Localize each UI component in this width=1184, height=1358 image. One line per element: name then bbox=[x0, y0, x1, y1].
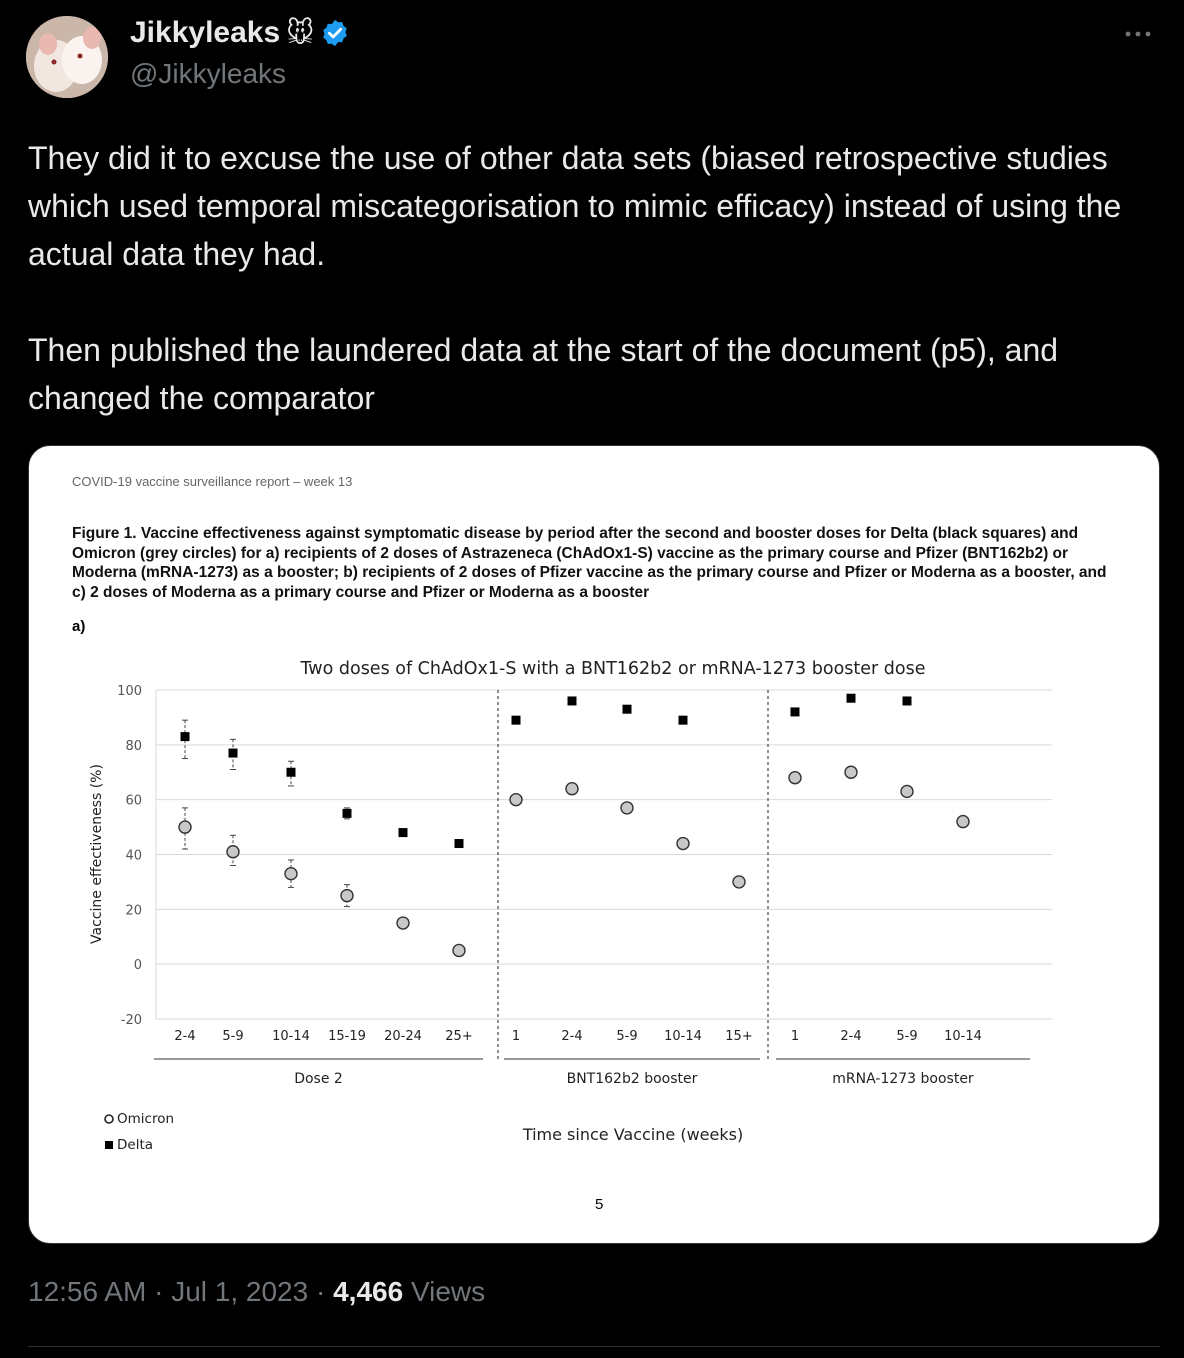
verified-badge-icon bbox=[320, 18, 350, 48]
x-tick-label: 10-14 bbox=[272, 1029, 310, 1044]
delta-point bbox=[847, 694, 856, 703]
delta-point bbox=[679, 716, 688, 725]
tweet-paragraph-1: They did it to excuse the use of other data sets (biased retrospective studies which used temporal miscategorisation to mimic efficacy) instead of using the actual data they had. bbox=[28, 140, 1122, 272]
omicron-point bbox=[733, 876, 745, 888]
delta-point bbox=[791, 707, 800, 716]
tweet-text bbox=[28, 134, 1148, 422]
legend-delta-marker bbox=[105, 1141, 113, 1149]
omicron-point bbox=[227, 846, 239, 858]
legend-label: Delta bbox=[117, 1137, 154, 1153]
page-number: 5 bbox=[595, 1196, 604, 1213]
attached-image[interactable] bbox=[28, 445, 1160, 1244]
divider bbox=[28, 1346, 1160, 1347]
delta-point bbox=[181, 732, 190, 741]
delta-point bbox=[229, 749, 238, 758]
group-label: BNT162b2 booster bbox=[566, 1071, 698, 1087]
group-label: mRNA-1273 booster bbox=[832, 1071, 974, 1087]
x-tick-label: 15-19 bbox=[328, 1029, 366, 1044]
omicron-point bbox=[397, 917, 409, 929]
x-tick-label: 5-9 bbox=[896, 1029, 918, 1044]
avatar[interactable] bbox=[26, 16, 108, 98]
omicron-point bbox=[621, 802, 633, 814]
delta-point bbox=[287, 768, 296, 777]
omicron-point bbox=[179, 821, 191, 833]
omicron-point bbox=[677, 838, 689, 850]
x-tick-label: 1 bbox=[511, 1029, 521, 1044]
report-header: COVID-19 vaccine surveillance report – week 13 bbox=[72, 474, 353, 489]
x-tick-label: 1 bbox=[790, 1029, 800, 1044]
omicron-point bbox=[901, 785, 913, 797]
omicron-point bbox=[957, 816, 969, 828]
x-tick-label: 5-9 bbox=[222, 1029, 244, 1044]
x-tick-label: 10-14 bbox=[664, 1029, 702, 1044]
delta-point bbox=[455, 839, 464, 848]
y-tick-label: 80 bbox=[125, 738, 142, 754]
x-tick-label: 2-4 bbox=[840, 1029, 862, 1044]
x-tick-label: 20-24 bbox=[384, 1029, 422, 1044]
chart-title: Two doses of ChAdOx1-S with a BNT162b2 or mRNA-1273 booster dose bbox=[300, 659, 926, 679]
x-tick-label: 5-9 bbox=[616, 1029, 638, 1044]
delta-point bbox=[568, 696, 577, 705]
legend-omicron-marker bbox=[105, 1115, 113, 1123]
views-label: Views bbox=[403, 1276, 486, 1307]
tweet-date[interactable]: Jul 1, 2023 bbox=[171, 1276, 309, 1307]
delta-point bbox=[343, 809, 352, 818]
omicron-point bbox=[341, 890, 353, 902]
display-name[interactable] bbox=[130, 16, 350, 50]
separator: · bbox=[146, 1276, 172, 1307]
omicron-point bbox=[845, 766, 857, 778]
delta-point bbox=[399, 828, 408, 837]
tweet-metadata bbox=[28, 1276, 485, 1308]
display-name-text[interactable]: Jikkyleaks bbox=[130, 16, 281, 49]
y-tick-label: 60 bbox=[125, 793, 142, 809]
delta-point bbox=[903, 696, 912, 705]
omicron-point bbox=[510, 794, 522, 806]
omicron-point bbox=[285, 868, 297, 880]
x-axis-label: Time since Vaccine (weeks) bbox=[522, 1125, 744, 1144]
x-tick-label: 15+ bbox=[725, 1029, 753, 1044]
y-tick-label: -20 bbox=[120, 1013, 142, 1028]
y-axis-label: Vaccine effectiveness (%) bbox=[89, 764, 105, 944]
delta-point bbox=[623, 705, 632, 714]
legend-label: Omicron bbox=[117, 1111, 175, 1127]
omicron-point bbox=[566, 783, 578, 795]
delta-point bbox=[512, 716, 521, 725]
figure-caption: Figure 1. Vaccine effectiveness against symptomatic disease by period after the second and booster doses for Delta (black squares) and Omicron (grey circles) for a) recipients of 2 doses of Astrazeneca (ChAdOx1-S) vaccine as the primary course and Pfizer (BNT162b2) or Moderna (mRNA-1273) as a booster; b) recipients of 2 doses of Pfizer vaccine as the primary course and Pfizer or Moderna as a booster, and c) 2 doses of Moderna as a primary course and Pfizer or Moderna as a booster bbox=[72, 525, 1107, 601]
x-tick-label: 2-4 bbox=[561, 1029, 583, 1044]
x-tick-label: 10-14 bbox=[944, 1029, 982, 1044]
group-label: Dose 2 bbox=[294, 1071, 343, 1087]
views-count: 4,466 bbox=[333, 1276, 404, 1307]
more-options-icon[interactable] bbox=[1122, 22, 1154, 46]
user-handle[interactable]: @Jikkyleaks bbox=[130, 58, 287, 89]
mouse-emoji: 🐭 bbox=[286, 17, 315, 48]
x-tick-label: 25+ bbox=[445, 1029, 473, 1044]
tweet-paragraph-2: Then published the laundered data at the start of the document (p5), and changed the comparator bbox=[28, 332, 1059, 416]
vaccine-effectiveness-chart bbox=[29, 446, 1159, 1243]
omicron-point bbox=[789, 772, 801, 784]
x-tick-label: 2-4 bbox=[174, 1029, 196, 1044]
separator: · bbox=[308, 1276, 334, 1307]
y-tick-label: 20 bbox=[125, 903, 142, 919]
y-tick-label: 40 bbox=[125, 848, 142, 864]
y-tick-label: 0 bbox=[133, 958, 142, 974]
panel-label: a) bbox=[72, 618, 86, 635]
tweet-time[interactable]: 12:56 AM bbox=[28, 1276, 147, 1307]
omicron-point bbox=[453, 944, 465, 956]
y-tick-label: 100 bbox=[117, 684, 142, 699]
